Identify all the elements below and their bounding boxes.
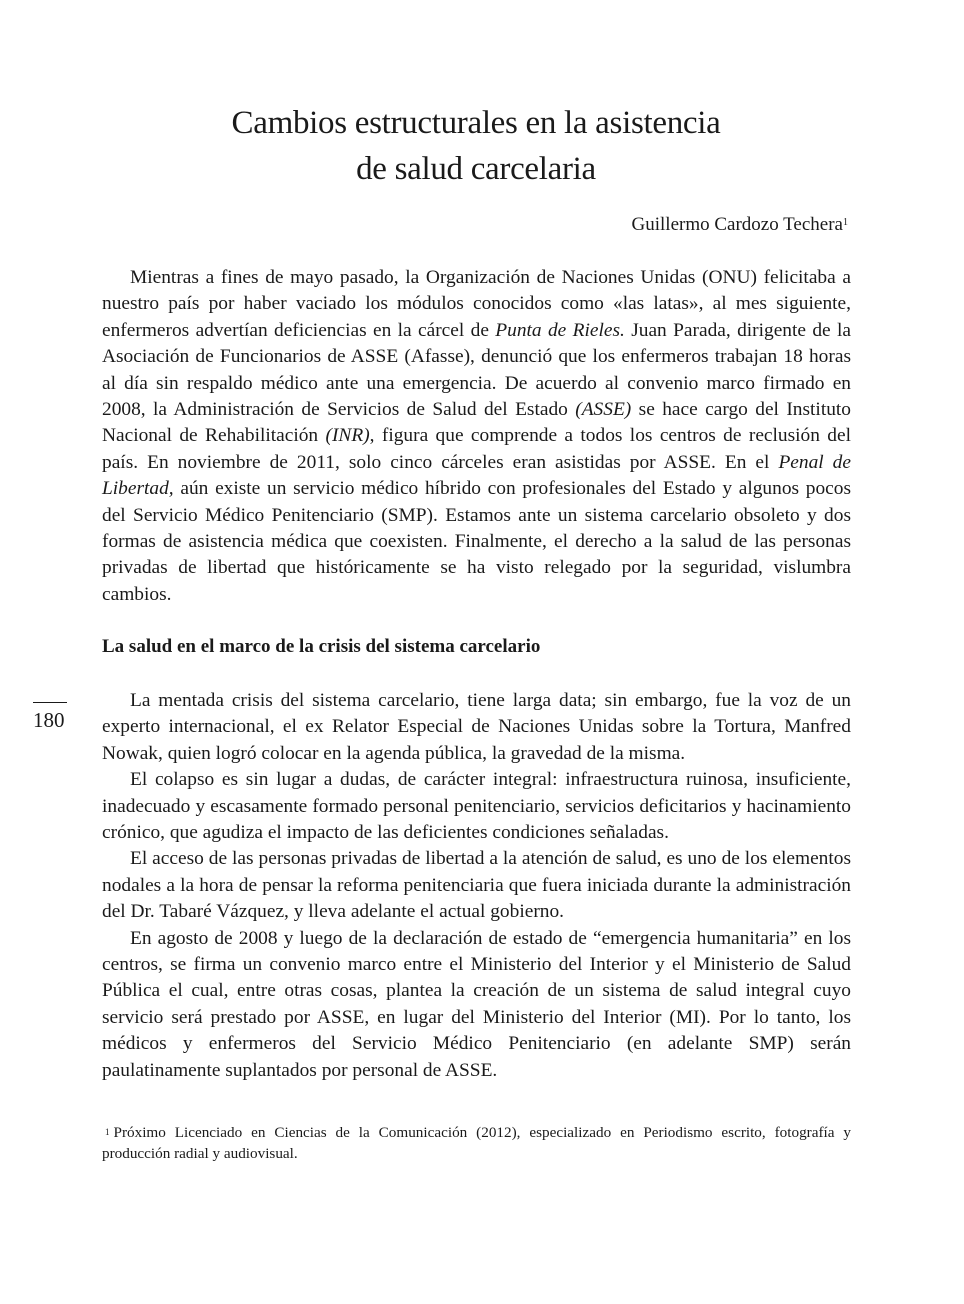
author-name: Guillermo Cardozo Techera	[631, 214, 843, 235]
article-title	[100, 100, 852, 192]
section-body	[102, 688, 851, 1084]
title-line-1: Cambios estructurales en la asistencia	[231, 105, 721, 141]
author-byline	[632, 212, 848, 238]
section-paragraph: El acceso de las personas privadas de libertad a la atención de salud, es uno de los elementos nodales a la hora de pensar la reforma penitenciaria que fuera iniciada durante la administración del Dr. Tabaré Vázquez, y lleva adelante el actual gobierno.	[102, 848, 851, 923]
section-heading: La salud en el marco de la crisis del sistema carcelario	[102, 636, 541, 657]
intro-italic-asse: (ASSE)	[575, 399, 632, 421]
page-number-rule	[33, 702, 67, 703]
section-paragraph: El colapso es sin lugar a dudas, de carácter integral: infraestructura ruinosa, insuficiente, inadecuado y escasamente formado personal penitenciario, servicios deficitarios y hacinamiento crónico, que agudiza el impacto de las deficientes condiciones señaladas.	[102, 769, 851, 844]
intro-italic-punta-de-rieles: Punta de Rieles.	[495, 319, 625, 341]
section-paragraph: La mentada crisis del sistema carcelario, tiene larga data; sin embargo, fue la voz de un experto internacional, el ex Relator Especial de Naciones Unidas sobre la Tortura, Manfred Nowak, quien logró colocar en la agenda pública, la gravedad de la misma.	[102, 690, 851, 764]
intro-italic-penal-de-libertad: Penal de Libertad,	[102, 451, 851, 500]
intro-text-4: , figura que comprende a todos los centros de reclusión del país. En noviembre de 2011, solo cinco cárceles eran asistidas por ASSE. En el	[102, 425, 851, 473]
footnote-text: Próximo Licenciado en Ciencias de la Comunicación (2012), especializado en Periodismo escrito, fotografía y producción radial y audiovisual.	[102, 1124, 851, 1162]
section-paragraph: En agosto de 2008 y luego de la declaración de estado de “emergencia humanitaria” en los centros, se firma un convenio marco entre el Ministerio del Interior y el Ministerio de Salud Pública el cual, entre otras cosas, plantea la creación de un sistema de salud integral cuyo servicio será prestado por ASSE, en lugar del Ministerio del Interior (MI). Por lo tanto, los médicos y enfermeros del Servicio Médico Penitenciario (en adelante SMP) serán paulatinamente suplantados por personal de ASSE.	[102, 927, 851, 1081]
page-number: 180	[33, 708, 65, 732]
intro-text-3: se hace cargo del Instituto Nacional de Rehabilitación	[102, 399, 851, 447]
intro-paragraph	[102, 265, 851, 608]
intro-text-5: aún existe un servicio médico híbrido con profesionales del Estado y algunos pocos del Servicio Médico Penitenciario (SMP). Estamos ante un sistema carcelario obsoleto y dos formas de asistencia médica que coexisten. Finalmente, el derecho a la salud de las personas privadas de libertad que históricamente se ha visto relegado por la seguridad, vislumbra cambios.	[102, 478, 851, 605]
author-footnote-marker: 1	[843, 217, 848, 228]
intro-section	[102, 265, 851, 608]
intro-text-2: Juan Parada, dirigente de la Asociación de Funcionarios de ASSE (Afasse), denunció que los enfermeros trabajan 18 horas al día sin respaldo médico ante una emergencia. De acuerdo al convenio marco firmado en 2008, la Administración de Servicios de Salud del Estado	[102, 319, 851, 421]
intro-text-1: Mientras a fines de mayo pasado, la Organización de Naciones Unidas (ONU) felicitaba a nuestro país por haber vaciado los módulos conocidos como «las latas», al mes siguiente, enfermeros advertían deficiencias en la cárcel de	[102, 267, 851, 341]
footnote	[102, 1122, 851, 1164]
intro-italic-inr: (INR)	[325, 425, 370, 447]
footnote-marker: 1	[105, 1127, 110, 1137]
title-line-2: de salud carcelaria	[356, 151, 596, 187]
